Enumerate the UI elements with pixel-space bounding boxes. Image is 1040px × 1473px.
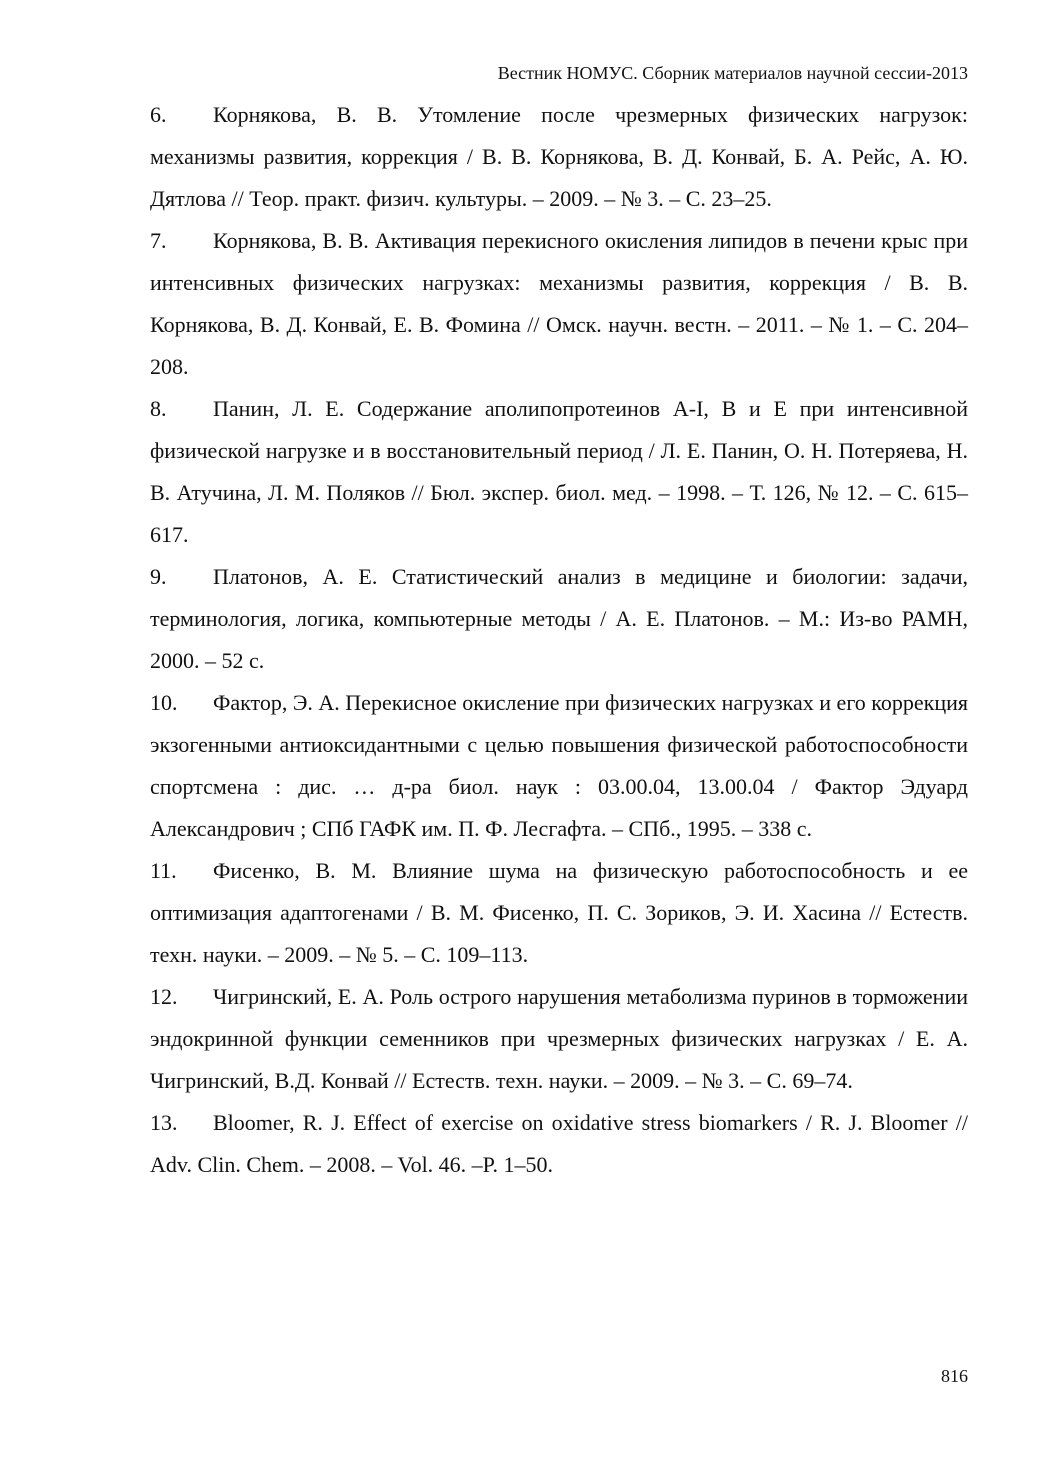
reference-number: 6.	[150, 102, 167, 127]
reference-text: Корнякова, В. В. Утомление после чрезмерных физических нагрузок: механизмы развития, коррекция / В. В. Корнякова, В. Д. Конвай, Б. А. Рейс, А. Ю. Дятлова // Теор. практ. физич. культуры. – 2009. – № 3. – С. 23–25.	[150, 102, 968, 211]
reference-number: 8.	[150, 396, 167, 421]
reference-item	[150, 1102, 968, 1186]
running-header: Вестник НОМУС. Сборник материалов научной сессии-2013	[497, 63, 968, 83]
reference-item	[150, 976, 968, 1102]
reference-text: Чигринский, Е. А. Роль острого нарушения метаболизма пуринов в торможении эндокринной функции семенников при чрезмерных физических нагрузках / Е. А. Чигринский, В.Д. Конвай // Естеств. техн. науки. – 2009. – № 3. – С. 69–74.	[150, 984, 968, 1093]
reference-number: 9.	[150, 564, 167, 589]
reference-number: 11.	[150, 858, 177, 883]
reference-text: Платонов, А. Е. Статистический анализ в медицине и биологии: задачи, терминология, логика, компьютерные методы / А. Е. Платонов. – М.: Из-во РАМН, 2000. – 52 с.	[150, 564, 968, 673]
reference-item	[150, 850, 968, 976]
reference-number: 13.	[150, 1110, 178, 1135]
reference-number: 10.	[150, 690, 178, 715]
page-number: 816	[941, 1366, 968, 1386]
reference-list	[150, 94, 968, 1186]
reference-text: Bloomer, R. J. Effect of exercise on oxidative stress biomarkers / R. J. Bloomer // Adv. Clin. Chem. – 2008. – Vol. 46. –P. 1–50.	[150, 1110, 968, 1177]
reference-number: 12.	[150, 984, 178, 1009]
reference-text: Фактор, Э. А. Перекисное окисление при физических нагрузках и его коррекция экзогенными антиоксидантными с целью повышения физической работоспособности спортсмена : дис. … д-ра биол. наук : 03.00.04, 13.00.04 / Фактор Эдуард Александрович ; СПб ГАФК им. П. Ф. Лесгафта. – СПб., 1995. – 338 с.	[150, 690, 968, 841]
reference-text: Панин, Л. Е. Содержание аполипопротеинов А-I, В и Е при интенсивной физической нагрузке и в восстановительный период / Л. Е. Панин, О. Н. Потеряева, Н. В. Атучина, Л. М. Поляков // Бюл. экспер. биол. мед. – 1998. – Т. 126, № 12. – С. 615–617.	[150, 396, 968, 547]
reference-item	[150, 682, 968, 850]
reference-text: Корнякова, В. В. Активация перекисного окисления липидов в печени крыс при интенсивных физических нагрузках: механизмы развития, коррекция / В. В. Корнякова, В. Д. Конвай, Е. В. Фомина // Омск. научн. вестн. – 2011. – № 1. – С. 204–208.	[150, 228, 968, 379]
reference-item	[150, 388, 968, 556]
reference-number: 7.	[150, 228, 167, 253]
reference-item	[150, 94, 968, 220]
reference-item	[150, 556, 968, 682]
reference-item	[150, 220, 968, 388]
reference-text: Фисенко, В. М. Влияние шума на физическую работоспособность и ее оптимизация адаптогенами / В. М. Фисенко, П. С. Зориков, Э. И. Хасина // Естеств. техн. науки. – 2009. – № 5. – С. 109–113.	[150, 858, 968, 967]
